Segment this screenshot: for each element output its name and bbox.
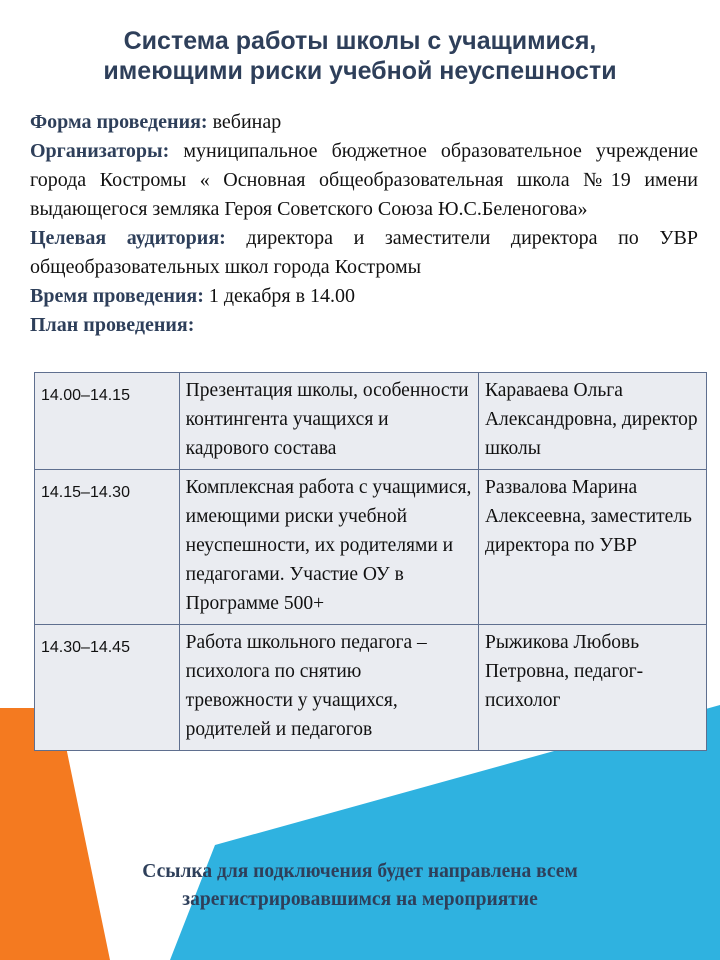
title-line-2: имеющими риски учебной неуспешности bbox=[103, 57, 617, 85]
format-row bbox=[30, 108, 698, 137]
table-row bbox=[35, 625, 707, 751]
topic-cell: Работа школьного педагога – психолога по снятию тревожности у учащихся, родителей и педагогов bbox=[179, 625, 478, 751]
time-label: Время проведения: bbox=[30, 285, 204, 307]
organizers-row bbox=[30, 137, 698, 224]
plan-row bbox=[30, 311, 698, 340]
time-cell: 14.30–14.45 bbox=[35, 625, 180, 751]
time-row bbox=[30, 282, 698, 311]
person-cell: Рыжикова Любовь Петровна, педагог-психолог bbox=[478, 625, 706, 751]
topic-cell: Комплексная работа с учащимися, имеющими риски учебной неуспешности, их родителями и педагогами. Участие ОУ в Программе 500+ bbox=[179, 470, 478, 625]
person-cell: Развалова Марина Алексеевна, заместитель директора по УВР bbox=[478, 470, 706, 625]
footer-note bbox=[60, 858, 660, 914]
footer-line-1: Ссылка для подключения будет направлена всем bbox=[142, 861, 578, 882]
person-cell: Караваева Ольга Александровна, директор школы bbox=[478, 373, 706, 470]
topic-cell: Презентация школы, особенности контингента учащихся и кадрового состава bbox=[179, 373, 478, 470]
footer-line-2: зарегистрировавшимся на мероприятие bbox=[182, 889, 538, 910]
event-info bbox=[30, 108, 698, 340]
audience-label: Целевая аудитория: bbox=[30, 227, 226, 249]
time-cell: 14.00–14.15 bbox=[35, 373, 180, 470]
audience-row bbox=[30, 224, 698, 282]
time-cell: 14.15–14.30 bbox=[35, 470, 180, 625]
table-row bbox=[35, 470, 707, 625]
table-row bbox=[35, 373, 707, 470]
format-label: Форма проведения: bbox=[30, 111, 208, 133]
organizers-label: Организаторы: bbox=[30, 140, 170, 162]
title-line-1: Система работы школы с учащимися, bbox=[123, 27, 597, 55]
organizers-value: муниципальное бюджетное образовательное учреждение города Костромы « Основная общеобразовательная школа №19 имени выдающегося земляка Героя Советского Союза Ю.С.Беленогова» bbox=[30, 140, 699, 220]
time-value: 1 декабря в 14.00 bbox=[208, 285, 356, 307]
format-value: вебинар bbox=[212, 111, 282, 133]
plan-label: План проведения: bbox=[30, 314, 195, 336]
audience-value: директора и заместители директора по УВР общеобразовательных школ города Костромы bbox=[30, 227, 698, 278]
page-title bbox=[20, 26, 700, 86]
plan-table bbox=[34, 372, 707, 751]
